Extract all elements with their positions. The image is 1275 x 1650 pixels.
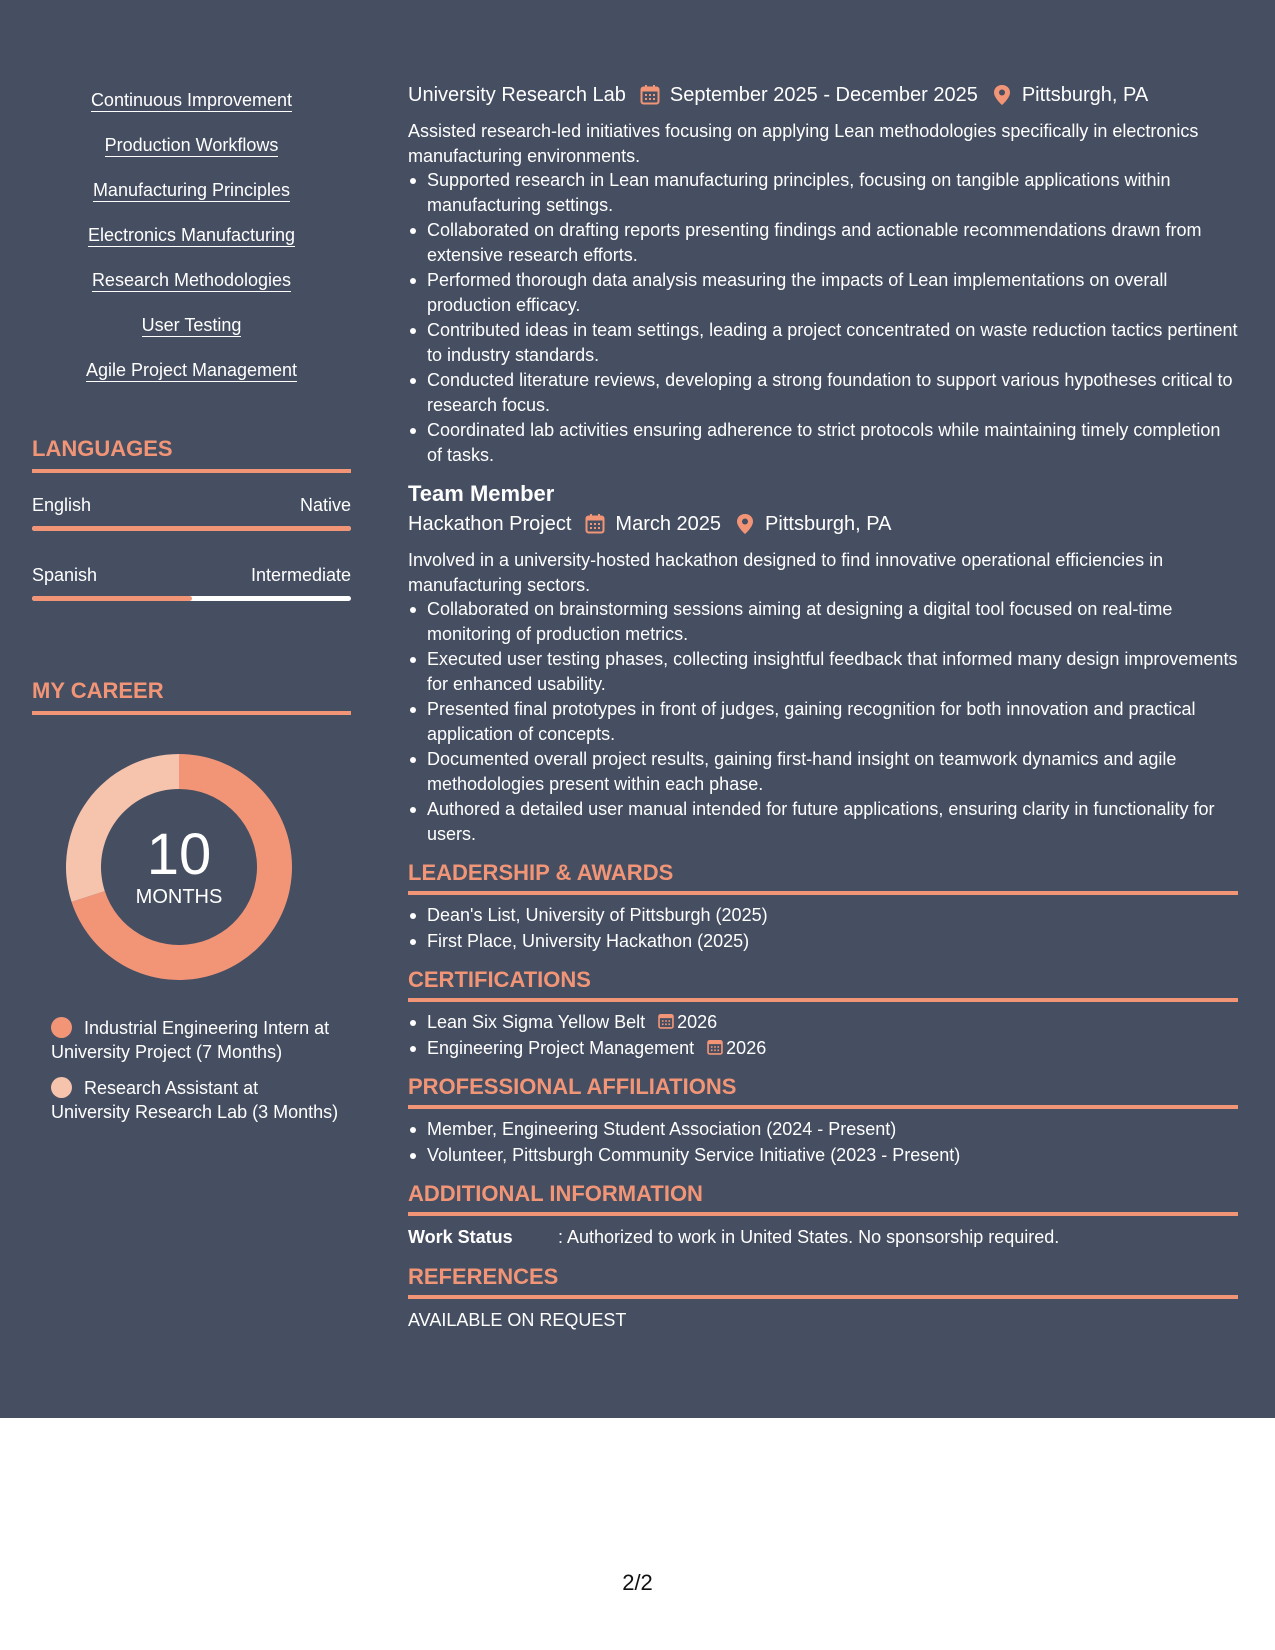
skill-label: Production Workflows — [104, 135, 279, 155]
career-total-months: 10 — [146, 822, 212, 887]
skill-item — [32, 311, 351, 356]
calendar-icon — [585, 513, 605, 535]
work-status-row — [408, 1224, 1238, 1250]
work-status-label: Work Status — [408, 1227, 513, 1247]
bullet-item: Documented overall project results, gaining first-hand insight on teamwork dynamics and agile methodologies present within each phase. — [408, 747, 1238, 796]
awards-heading: LEADERSHIP & AWARDS — [408, 859, 1238, 895]
career-months-unit: MONTHS — [135, 886, 223, 908]
skill-label: Electronics Manufacturing — [87, 225, 296, 245]
location: Pittsburgh, PA — [1021, 84, 1149, 106]
location-pin-icon — [735, 513, 755, 535]
work-status-value: : Authorized to work in United States. No sponsorship required. — [558, 1227, 1060, 1247]
career-legend-item — [51, 1076, 341, 1124]
skill-item — [32, 266, 351, 311]
skills-list — [32, 86, 351, 401]
calendar-icon — [657, 1012, 675, 1030]
certification-name: Lean Six Sigma Yellow Belt — [427, 1012, 646, 1032]
certifications-list — [408, 1010, 1238, 1060]
bullet-item: Presented final prototypes in front of judges, gaining recognition for both innovation and practical application of concepts. — [408, 697, 1238, 746]
experience-entry — [408, 80, 1238, 467]
experience-bullets — [408, 597, 1238, 846]
main-content — [408, 80, 1238, 1333]
skill-item — [32, 221, 351, 266]
certification-item — [408, 1010, 1238, 1035]
bullet-item: Conducted literature reviews, developing a strong foundation to support various hypotheses critical to research focus. — [408, 368, 1238, 417]
location: Pittsburgh, PA — [765, 513, 892, 535]
skill-item — [32, 131, 351, 176]
references-heading: REFERENCES — [408, 1263, 1238, 1299]
skill-item — [32, 356, 351, 401]
career-legend-label: Industrial Engineering Intern at University Project (7 Months) — [51, 1018, 330, 1062]
bullet-item: Performed thorough data analysis measuring the impacts of Lean implementations on overall production efficacy. — [408, 268, 1238, 317]
skill-item — [32, 176, 351, 221]
language-level: Intermediate — [250, 565, 351, 585]
language-proficiency-fill — [32, 596, 192, 601]
certification-year: 2026 — [726, 1037, 767, 1058]
bullet-item: Supported research in Lean manufacturing principles, focusing on tangible applications within manufacturing settings. — [408, 168, 1238, 217]
bullet-item: Authored a detailed user manual intended for future applications, ensuring clarity in functionality for users. — [408, 797, 1238, 846]
bullet-item: Collaborated on drafting reports presenting findings and actionable recommendations drawn from extensive research efforts. — [408, 218, 1238, 267]
role-title: Team Member — [408, 481, 555, 506]
award-item: First Place, University Hackathon (2025) — [408, 929, 1238, 954]
certification-item — [408, 1036, 1238, 1061]
affiliation-item: Volunteer, Pittsburgh Community Service Initiative (2023 - Present) — [408, 1143, 1238, 1168]
career-legend-item — [51, 1016, 341, 1064]
experience-bullets — [408, 168, 1238, 467]
language-english — [32, 493, 351, 531]
experience-meta — [408, 80, 1238, 110]
career-legend-label: Research Assistant at University Research Lab (3 Months) — [51, 1078, 339, 1122]
experience-meta — [408, 509, 1238, 539]
bullet-item: Contributed ideas in team settings, leading a project concentrated on waste reduction tactics pertinent to industry standards. — [408, 318, 1238, 367]
affiliation-item: Member, Engineering Student Association (2024 - Present) — [408, 1117, 1238, 1142]
bullet-item: Coordinated lab activities ensuring adherence to strict protocols while maintaining timely completion of tasks. — [408, 418, 1238, 467]
bullet-item: Executed user testing phases, collecting insightful feedback that informed many design improvements for enhanced usability. — [408, 647, 1238, 696]
additional-info-heading: ADDITIONAL INFORMATION — [408, 1180, 1238, 1216]
language-spanish — [32, 563, 351, 601]
career-heading: MY CAREER — [32, 677, 351, 715]
languages-heading: LANGUAGES — [32, 435, 351, 473]
language-proficiency-bar — [32, 596, 351, 601]
experience-entry — [408, 479, 1238, 846]
language-level: Native — [299, 495, 351, 515]
language-proficiency-bar — [32, 526, 351, 531]
experience-summary: Assisted research-led initiatives focusing on applying Lean methodologies specifically in electronics manufacturing environments. — [408, 121, 1199, 166]
skill-label: User Testing — [141, 315, 242, 335]
certifications-heading: CERTIFICATIONS — [408, 966, 1238, 1002]
legend-dot — [51, 1017, 72, 1038]
legend-dot — [51, 1077, 72, 1098]
awards-list — [408, 903, 1238, 953]
award-item: Dean's List, University of Pittsburgh (2025) — [408, 903, 1238, 928]
language-proficiency-fill — [32, 526, 351, 531]
skill-label: Agile Project Management — [85, 360, 298, 380]
career-legend — [51, 1016, 341, 1136]
organization: University Research Lab — [408, 84, 626, 106]
language-name: English — [32, 495, 92, 515]
date-range: September 2025 - December 2025 — [669, 84, 978, 106]
date-range: March 2025 — [615, 513, 722, 535]
language-name: Spanish — [32, 565, 98, 585]
references-text: AVAILABLE ON REQUEST — [408, 1310, 627, 1330]
skill-item — [32, 86, 351, 131]
skill-label: Continuous Improvement — [90, 90, 293, 110]
experience-summary: Involved in a university-hosted hackathon designed to find innovative operational efficiencies in manufacturing sectors. — [408, 550, 1164, 595]
bullet-item: Collaborated on brainstorming sessions aiming at designing a digital tool focused on real-time monitoring of production metrics. — [408, 597, 1238, 646]
certification-year: 2026 — [677, 1012, 718, 1032]
affiliations-heading: PROFESSIONAL AFFILIATIONS — [408, 1073, 1238, 1109]
affiliations-list — [408, 1117, 1238, 1167]
career-donut-chart — [66, 754, 292, 980]
calendar-icon — [640, 84, 660, 106]
certification-name: Engineering Project Management — [427, 1037, 695, 1058]
calendar-icon — [706, 1038, 724, 1056]
page-number: 2/2 — [622, 1570, 653, 1595]
organization: Hackathon Project — [408, 513, 572, 535]
skill-label: Manufacturing Principles — [92, 180, 291, 200]
location-pin-icon — [992, 84, 1012, 106]
skill-label: Research Methodologies — [91, 270, 292, 290]
